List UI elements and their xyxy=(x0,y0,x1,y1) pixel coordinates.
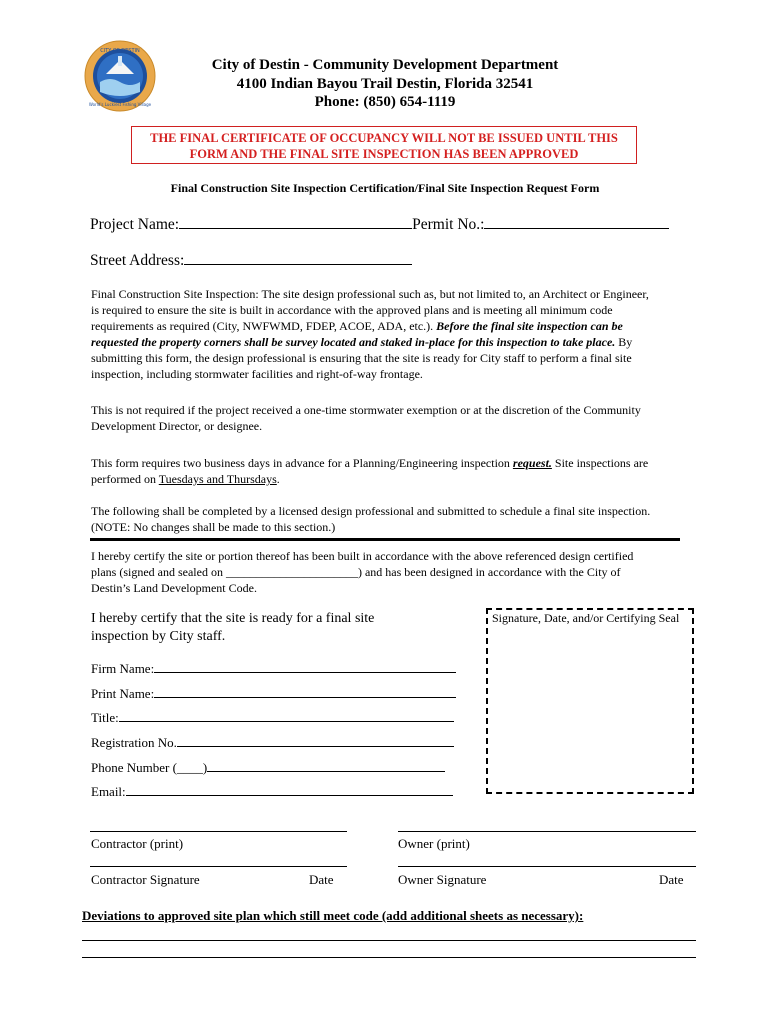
department-header xyxy=(150,56,620,112)
para1-line xyxy=(91,334,691,350)
contractor-signature-label: Contractor Signature xyxy=(91,872,200,887)
para1-line: inspection, including stormwater facilities and right-of-way frontage. xyxy=(91,367,423,381)
owner-print-label: Owner (print) xyxy=(398,836,470,851)
contractor-date-label: Date xyxy=(309,872,334,887)
para4-line: The following shall be completed by a licensed design professional and submitted to schedule a final site inspection. xyxy=(91,504,651,518)
certification-paragraph xyxy=(91,548,691,596)
permit-no-input[interactable] xyxy=(484,214,669,229)
street-address-input[interactable] xyxy=(184,250,412,265)
certify-line: I hereby certify the site or portion thereof has been built in accordance with the above referenced design certified xyxy=(91,549,634,563)
print-name-label: Print Name: xyxy=(91,686,155,701)
request-link[interactable]: request. xyxy=(512,456,552,470)
signature-box-label: Signature, Date, and/or Certifying Seal xyxy=(492,611,680,625)
para3-text: . xyxy=(276,472,280,486)
seal-text-top: CITY OF DESTIN xyxy=(100,48,140,54)
para4-line: (NOTE: No changes shall be made to this section.) xyxy=(91,520,336,534)
project-name-input[interactable] xyxy=(179,214,412,229)
print-name-input[interactable] xyxy=(154,683,456,698)
firm-name-input[interactable] xyxy=(154,658,456,673)
street-address-label: Street Address: xyxy=(90,252,185,269)
registration-label: Registration No. xyxy=(91,735,177,750)
para1-line xyxy=(91,318,691,334)
city-seal-logo xyxy=(84,40,156,112)
scheduling-paragraph xyxy=(91,455,691,487)
project-name-label: Project Name: xyxy=(90,216,180,233)
section-divider xyxy=(90,538,680,541)
para1-line: Final Construction Site Inspection: The site design professional such as, but not limited to, an Architect or Engineer, xyxy=(91,287,649,301)
phone-input[interactable] xyxy=(207,757,445,772)
certify-line: Destin’s Land Development Code. xyxy=(91,581,257,595)
title-row xyxy=(91,707,454,726)
para1-text: By xyxy=(615,335,633,349)
email-input[interactable] xyxy=(126,781,453,796)
para1-line: submitting this form, the design professional is ensuring that the site is ready for City staff to perform a final site xyxy=(91,351,632,365)
header-phone: Phone: (850) 654-1119 xyxy=(314,94,456,110)
registration-row xyxy=(91,732,454,751)
street-address-row xyxy=(90,250,412,270)
para1-emphasis: requested the property corners shall be survey located and staked in-place for this inspection to take place. xyxy=(91,335,616,349)
para1-text: requirements as required (City, NWFWMD, FDEP, ACOE, ADA, etc.). xyxy=(91,319,437,333)
inspection-days: Tuesdays and Thursdays xyxy=(158,472,277,486)
print-name-row xyxy=(91,683,456,702)
para3-line xyxy=(91,471,691,487)
para3-text: This form requires two business days in advance for a Planning/Engineering inspection xyxy=(91,456,513,470)
header-department: City of Destin - Community Development Department xyxy=(211,57,559,73)
phone-label: Phone Number (____) xyxy=(91,760,208,775)
signature-seal-box[interactable] xyxy=(486,608,694,794)
email-label: Email: xyxy=(91,784,126,799)
contractor-print-line[interactable] xyxy=(90,831,347,832)
header-address: 4100 Indian Bayou Trail Destin, Florida 32541 xyxy=(236,75,534,92)
certify-line: plans (signed and sealed on ______________________) and has been designed in accordance with the City of xyxy=(91,565,621,579)
deviations-line[interactable] xyxy=(82,957,696,958)
firm-name-row xyxy=(91,658,456,677)
ready-line: I hereby certify that the site is ready for a final site xyxy=(91,611,375,626)
owner-print-line[interactable] xyxy=(398,831,696,832)
para2-line: Development Director, or designee. xyxy=(91,419,263,433)
registration-input[interactable] xyxy=(177,732,454,747)
contractor-print-label: Contractor (print) xyxy=(91,836,184,851)
owner-signature-label: Owner Signature xyxy=(398,872,487,887)
project-name-row xyxy=(90,214,669,234)
deviations-heading: Deviations to approved site plan which still meet code (add additional sheets as necessary): xyxy=(82,908,584,923)
permit-no-label: Permit No.: xyxy=(412,216,485,233)
deviations-line[interactable] xyxy=(82,940,696,941)
para3-line xyxy=(91,455,691,471)
form-title: Final Construction Site Inspection Certification/Final Site Inspection Request Form xyxy=(170,181,600,195)
para1-emphasis: Before the final site inspection can be xyxy=(436,319,623,333)
inspection-paragraph xyxy=(91,286,691,382)
email-row xyxy=(91,781,453,800)
para3-text: performed on xyxy=(91,472,159,486)
para3-text: Site inspections are xyxy=(551,456,649,470)
ready-line: inspection by City staff. xyxy=(91,629,226,644)
owner-signature-line[interactable] xyxy=(398,866,696,867)
ready-certification xyxy=(91,610,471,646)
firm-name-label: Firm Name: xyxy=(91,661,155,676)
contractor-signature-line[interactable] xyxy=(90,866,347,867)
completion-note xyxy=(91,503,701,535)
seal-text-bottom: World's Luckiest Fishing Village xyxy=(88,102,152,107)
occupancy-warning-box xyxy=(131,126,637,164)
owner-date-label: Date xyxy=(659,872,684,887)
exemption-paragraph xyxy=(91,402,691,434)
title-label: Title: xyxy=(91,710,119,725)
title-input[interactable] xyxy=(119,707,454,722)
phone-row xyxy=(91,757,445,776)
warning-line-2: FORM AND THE FINAL SITE INSPECTION HAS BEEN APPROVED xyxy=(189,147,579,161)
para1-line: is required to ensure the site is built in accordance with the approved plans and is meeting all minimum code xyxy=(91,303,613,317)
warning-line-1: THE FINAL CERTIFICATE OF OCCUPANCY WILL NOT BE ISSUED UNTIL THIS xyxy=(150,131,618,145)
para2-line: This is not required if the project received a one-time stormwater exemption or at the discretion of the Community xyxy=(91,403,641,417)
